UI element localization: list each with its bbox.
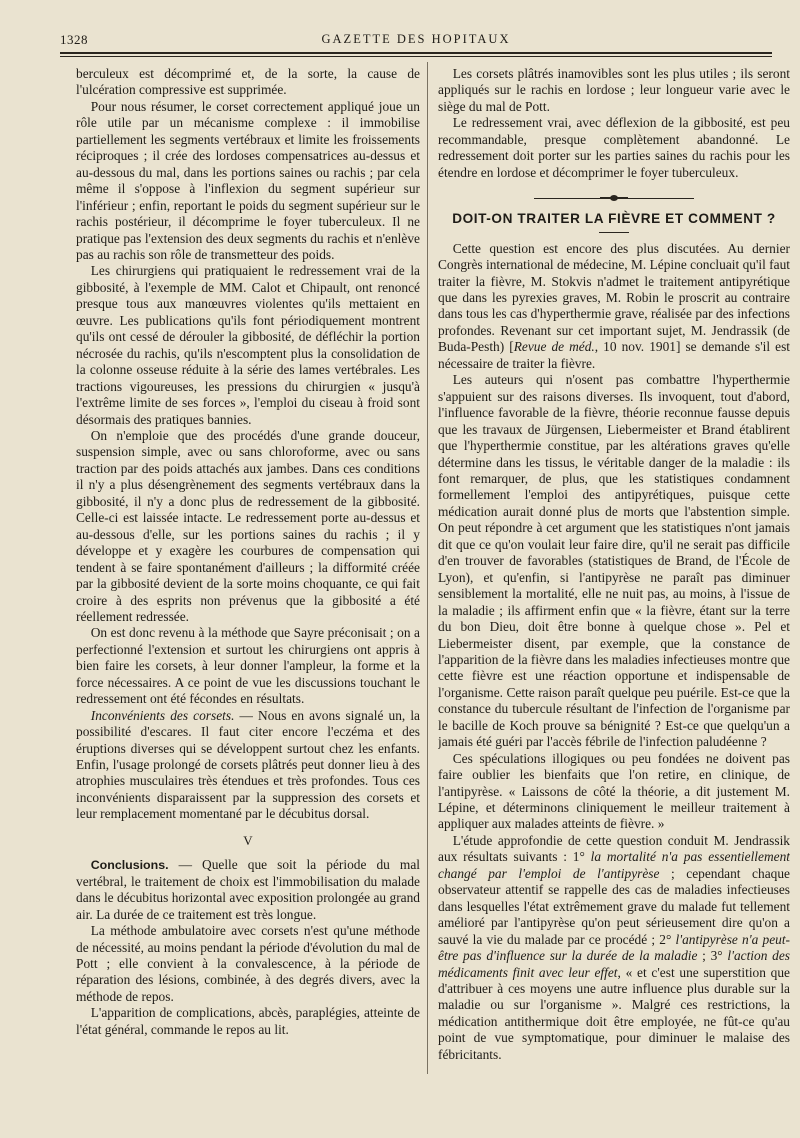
header-rule-thin: [60, 56, 772, 57]
paragraph: L'apparition de complications, abcès, paraplégies, atteinte de l'état général, commande le repos au lit.: [76, 1005, 420, 1037]
emphasis: la mortalité n'a pas essentiellement changé par l'emploi de l'antipyrèse: [438, 849, 790, 881]
page-number: 1328: [60, 32, 88, 47]
running-title: GAZETTE DES HOPITAUX: [321, 32, 511, 46]
paragraph: La méthode ambulatoire avec corsets n'est qu'une méthode de nécessité, au moins pendant la période d'évolution du mal de Pott ; elle convient à la convalescence, à la période de réparation des lésions, combinée, à des degrés divers, avec la méthode de repos.: [76, 923, 420, 1004]
header-rule-thick: [60, 52, 772, 54]
paragraph: [76, 708, 420, 823]
paragraph: [76, 857, 420, 923]
paragraph: Les auteurs qui n'osent pas combattre l'hyperthermie s'appuient sur des raisons diverses. Ils invoquent, tout d'abord, l'influence favorable de la fièvre, théorie reconnue fausse depuis que les travaux de Jürgensen, Liebermeister et Brand établirent que l'hyperthermie constitue, par les altérations graves qu'elle détermine dans les tissus, le véritable danger de la maladie : ils font remarquer, de plus, que les statistiques condamnent formellement l'emploi des antipyrétiques, puisque cette médication aurait donné plus de morts que l'abstention simple. On peut répondre à cet argument que les statistiques n'ont jamais dit que ce qu'on voulait leur faire dire, qu'il ne serait pas difficile d'en trouver de favorables (statistiques de Brand, de l'École de Lyon), et qu'enfin, si l'antipyrèse ne paraît pas diminuer sensiblement la mortalité, elle ne nuit pas, au moins, à l'issue de la maladie ; ils affirment enfin que « la fièvre, étant sur la terre du bon Dieu, doit être bonne à quelque chose ». Pel et Liebermeister disent, par exemple, que la constance de l'apparition de la fièvre dans les maladies infectieuses montre que cette fièvre est une réaction opportune et indispensable de l'organisme. Cette raison paraît quelque peu puérile. Est-ce que la constance du tubercule résultant de l'infection de l'organisme par le bacille de Koch prouve sa bénignité ? Est-ce que quelqu'un a jamais été guéri par l'accès fébrile de l'infection paludéenne ?: [438, 372, 790, 750]
ornament-icon: [600, 195, 628, 201]
paragraph: Les chirurgiens qui pratiquaient le redressement vrai de la gibbosité, à l'exemple de MM. Calot et Chipault, ont renoncé presque tous aux manœuvres violentes qu'ils mettaient en œuvre. Les publications qu'ils font périodiquement montrent qu'ils ont cessé de dérouler la gibbosité, de défléchir la portion nécrosée du rachis, qu'ils n'escomptent plus la consolidation de la colonne osseuse réduite à la série des lames vertébrales. Les tractions vigoureuses, les pressions du chirurgien « jusqu'à l'extrême limite de ses forces », l'emploi du ciseau à froid sont désormais des pratiques bannies.: [76, 263, 420, 427]
run-in-heading: Conclusions.: [90, 858, 169, 873]
paragraph: On est donc revenu à la méthode que Sayre préconisait ; on a perfectionné l'extension et surtout les chirurgiens ont appris à bien faire les corsets, à leur donner l'ampleur, la forme et la force nécessaires. A ce point de vue les discussions touchant le redressement ont été fécondes en résultats.: [76, 625, 420, 707]
left-column: [76, 66, 420, 1076]
paragraph: Le redressement vrai, avec déflexion de la gibbosité, est peu recommandable, presque complètement abandonné. Le redressement doit porter sur les parties saines du rachis pour les étendre en lordose et décomprimer le foyer tuberculeux.: [438, 115, 790, 180]
paragraph: berculeux est décomprimé et, de la sorte, la cause de l'ulcération compressive est supprimée.: [76, 66, 420, 98]
paragraph: Ces spéculations illogiques ou peu fondées ne doivent pas faire oublier les bienfaits que l'on retire, en clinique, de l'antipyrèse. « Laissons de côté la théorie, a dit justement M. Lépine, et déterminons cliniquement le meilleur traitement à appliquer aux malades atteints de fièvre. »: [438, 750, 790, 832]
paragraph: Les corsets plâtrés inamovibles sont les plus utiles ; ils seront appliqués sur le rachis en lordose ; leur longueur varie avec le siège du mal de Pott.: [438, 66, 790, 114]
page-header: [60, 32, 772, 52]
column-divider: [427, 62, 428, 1074]
section-number: V: [243, 832, 253, 848]
paragraph-text: — Nous en avons signalé un, la possibilité d'escares. Il faut citer encore l'eczéma et des éruptions diverses qui se développent surtout chez les enfants. Enfin, l'usage prolongé de corsets plâtrés peut donner lieu à des atrophies musculaires très étendues et très profondes. Tous ces inconvénients disparaissent par la suppression des corsets et leur remplacement momentané par le décubitus dorsal.: [76, 707, 420, 822]
paragraph: L'étude approfondie de cette question conduit M. Jendrassik aux résultats suivants : 1° la mortalité n'a pas essentiellement changé par l'emploi de l'antipyrèse ; cependant chaque observateur attentif se rappelle des cas de maladies infectieuses dans lesquelles l'état extrêmement grave du malade fut tellement amélioré par l'antipyrèse qu'on peut sérieusement dire qu'on a sauvé la vie du malade par ce procédé ; 2° l'antipyrèse n'a peut-être pas d'influence sur la durée de la maladie ; 3° l'action des médicaments finit avec leur effet, « et c'est une superstition que d'attribuer à ces moyens une autre influence plus durable sur la maladie ou sur l'organisme ». Malgré ces restrictions, la médication antithermique doit être employée, ne fût-ce qu'au point de vue symptomatique, pour diminuer le malaise des fébricitants.: [438, 832, 790, 1062]
emphasis: l'action des médicaments finit avec leur effet: [438, 948, 790, 980]
paragraph: Cette question est encore des plus discutées. Au dernier Congrès international de médecine, M. Lépine concluait qu'il faut traiter la fièvre, M. Stokvis n'admet le traitement antipyrétique que dans les pyrexies graves, M. Robin le proscrit au contraire dans tous les cas d'hyperthermie grave, réalisée par des infections profondes. Revenant sur cet important sujet, M. Jendrassik (de Buda-Pesth) [Revue de méd., 10 nov. 1901] se demande s'il est nécessaire de traiter la fièvre.: [438, 240, 790, 371]
right-column: [438, 66, 790, 1076]
citation: Revue de méd.: [513, 339, 595, 355]
title-underline: [599, 232, 629, 233]
paragraph: Pour nous résumer, le corset correctement appliqué joue un rôle utile par un mécanisme complexe : il immobilise partiellement les segments vertébraux et limite les froissements réciproques ; il crée des lordoses compensatrices au-dessus et au-dessous du mal, dans les portions saines ou rachis ; par cela même il s'oppose à l'inflexion du segment supérieur sur l'inférieur ; enfin, reportant le poids du segment supérieur sur le rachis postérieur, il décomprime le foyer tuberculeux. Il ne pratique pas l'extension des deux segments du rachis et n'enlève pas au rachis son rôle de transmetteur des poids.: [76, 98, 420, 262]
emphasis: l'antipyrèse n'a peut-être pas d'influence sur la durée de la maladie: [438, 931, 790, 964]
paragraph-text: — Quelle que soit la période du mal vertébral, le traitement de choix est l'immobilisation du malade dans le décubitus horizontal avec exposition prolongée au grand air. La durée de ce traitement est très longue.: [76, 857, 420, 922]
paragraph: On n'emploie que des procédés d'une grande douceur, suspension simple, avec ou sans chloroforme, avec ou sans traction par des poids attachés aux jambes. Dans ces conditions il n'y a plus désengrènement des segments vertébraux dans la gibbosité, il n'y a donc plus de redressement de la gibbosité. Celle-ci est laissée intacte. Le redressement porte au-dessus et au-dessous d'elle, sur les portions saines du rachis ; il y développe et y exagère les courbures de compensation qui tendent à se faire spontanément d'ailleurs ; la difformité créée par la gibbosité devient de la sorte moins choquante, ce qui fait croire à des esprits non prévenus que la gibbosité a été réellement redressée.: [76, 427, 420, 624]
article-title: DOIT-ON TRAITER LA FIÈVRE ET COMMENT ?: [452, 211, 776, 227]
run-in-heading: Inconvénients des corsets.: [90, 707, 235, 723]
ornamental-divider: [438, 195, 790, 201]
